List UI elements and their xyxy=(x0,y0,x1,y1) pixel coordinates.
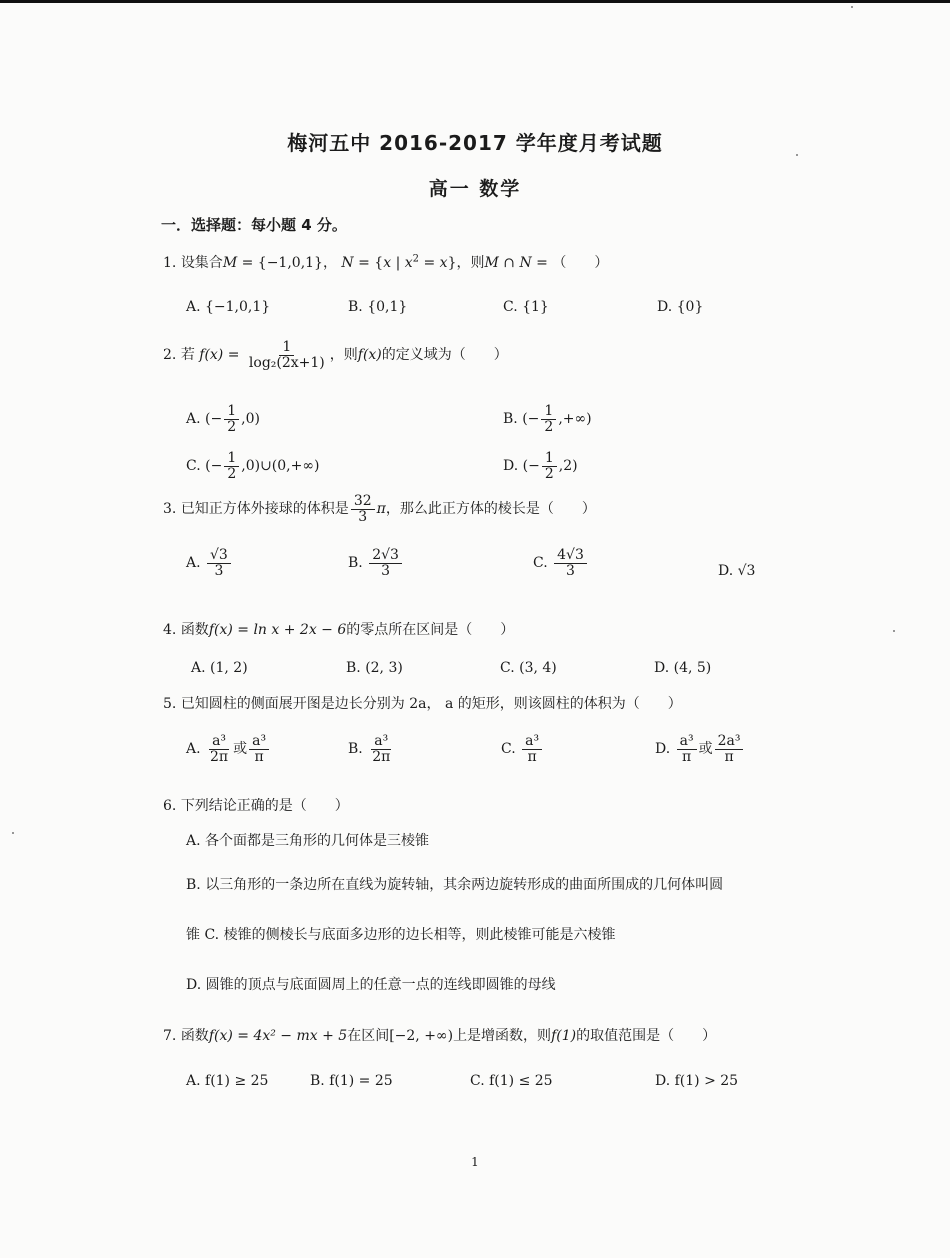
math-text: 或 xyxy=(698,741,713,758)
option-c: C. (3, 4) xyxy=(500,660,557,676)
fraction xyxy=(207,734,231,764)
option-a: A. 各个面都是三角形的几何体是三棱锥 xyxy=(186,833,430,849)
option-label: D. xyxy=(503,458,519,475)
question-text: 设集合 xyxy=(180,255,223,271)
question-text: 的定义域为（ ） xyxy=(381,347,508,364)
option-label: B. xyxy=(503,411,518,428)
question-3 xyxy=(163,494,596,524)
option-c: 锥 C. 棱锥的侧棱长与底面多边形的边长相等，则此棱锥可能是六棱锥 xyxy=(186,927,616,943)
option-d: D. 圆锥的顶点与底面圆周上的任意一点的连线即圆锥的母线 xyxy=(186,977,556,993)
page-number: 1 xyxy=(471,1155,479,1169)
math-text: (− xyxy=(205,411,223,428)
denominator: 2π xyxy=(372,748,391,765)
option-b xyxy=(503,404,592,434)
exam-subtitle: 高一 数学 xyxy=(428,178,522,200)
option-label: C. xyxy=(501,741,516,758)
option-c: C. f(1) ≤ 25 xyxy=(470,1073,553,1089)
denominator: π xyxy=(682,748,692,765)
option-label: A. xyxy=(186,411,201,428)
option-d: D. (4, 5) xyxy=(654,660,712,676)
fraction xyxy=(715,734,744,764)
fraction xyxy=(522,734,542,764)
numerator: 32 xyxy=(351,494,375,510)
option-c: C. {1} xyxy=(503,299,549,315)
option-b xyxy=(348,734,395,764)
math-var: M xyxy=(484,255,499,271)
denominator: 2π xyxy=(210,748,229,765)
math-expression: f(x) = xyxy=(199,347,240,364)
fraction xyxy=(246,340,328,370)
fraction xyxy=(224,404,239,434)
option-label: B. xyxy=(348,741,363,758)
question-5 xyxy=(163,693,682,713)
question-text: 已知圆柱的侧面展开图是边长分别为 2a， a 的矩形，则该圆柱的体积为（ ） xyxy=(180,696,682,712)
math-text: ,0)∪(0,+∞) xyxy=(241,458,320,475)
math-text: [−2, +∞) xyxy=(389,1028,454,1044)
fraction xyxy=(677,734,697,764)
denominator: log₂(2x+1) xyxy=(248,354,325,371)
math-text: = xyxy=(419,255,440,271)
question-number: 6. xyxy=(163,798,177,814)
numerator: a³ xyxy=(249,734,269,750)
question-1 xyxy=(163,252,608,272)
denominator: π xyxy=(254,748,264,765)
option-b xyxy=(348,548,404,578)
question-2 xyxy=(163,340,508,370)
numerator: a³ xyxy=(677,734,697,750)
question-4 xyxy=(163,619,514,639)
option-b: B. 以三角形的一条边所在直线为旋转轴，其余两边旋转形成的曲面所围成的几何体叫圆 xyxy=(186,877,724,893)
option-label: B. xyxy=(348,555,363,572)
question-number: 2. xyxy=(163,347,177,364)
denominator: 3 xyxy=(214,562,224,579)
math-text: }，则 xyxy=(447,255,485,271)
math-var: x xyxy=(404,255,413,271)
math-expression: f(x) = ln x + 2x − 6 xyxy=(208,622,347,638)
question-text: 的取值范围是（ ） xyxy=(576,1028,717,1044)
math-text: = { xyxy=(353,255,384,271)
math-text: (− xyxy=(522,411,540,428)
option-a: A. {−1,0,1} xyxy=(186,299,271,315)
math-text: ,+∞) xyxy=(558,411,592,428)
math-text: ,2) xyxy=(558,458,578,475)
question-text: 已知正方体外接球的体积是 xyxy=(180,501,349,518)
math-text: ∩ xyxy=(498,255,520,271)
option-c xyxy=(501,734,544,764)
math-text: 或 xyxy=(233,741,248,758)
fraction xyxy=(224,451,239,481)
option-label: A. xyxy=(186,741,201,758)
numerator: √3 xyxy=(207,548,231,564)
question-text: = （ ） xyxy=(531,255,609,271)
question-text: ，则 xyxy=(329,347,358,364)
scan-top-edge xyxy=(0,0,950,3)
scan-speck xyxy=(851,6,853,8)
fraction xyxy=(369,548,402,578)
numerator: 2√3 xyxy=(369,548,402,564)
question-number: 5. xyxy=(163,696,177,712)
math-text: (− xyxy=(522,458,540,475)
question-text: 若 xyxy=(180,347,195,364)
math-text: (− xyxy=(205,458,223,475)
option-a xyxy=(186,404,260,434)
question-text: 函数 xyxy=(180,622,209,638)
numerator: 1 xyxy=(224,404,239,420)
question-number: 4. xyxy=(163,622,177,638)
numerator: 2a³ xyxy=(715,734,744,750)
option-c xyxy=(533,548,589,578)
fraction xyxy=(351,494,375,524)
question-number: 7. xyxy=(163,1028,177,1044)
option-d: D. √3 xyxy=(718,563,756,579)
fraction xyxy=(249,734,269,764)
math-expression: f(x) xyxy=(357,347,382,364)
question-text: ，那么此正方体的棱长是（ ） xyxy=(385,501,596,518)
denominator: 3 xyxy=(358,508,368,525)
math-var: N xyxy=(519,255,532,271)
numerator: a³ xyxy=(522,734,542,750)
numerator: 1 xyxy=(541,404,556,420)
denominator: π xyxy=(527,748,537,765)
option-b: B. (2, 3) xyxy=(346,660,403,676)
question-text: 上是增函数，则 xyxy=(453,1028,552,1044)
scan-speck xyxy=(893,630,895,632)
option-a: A. (1, 2) xyxy=(191,660,248,676)
denominator: 3 xyxy=(566,562,575,579)
numerator: 1 xyxy=(224,451,239,467)
question-number: 3. xyxy=(163,501,177,518)
scan-speck xyxy=(12,832,14,834)
question-text: 的零点所在区间是（ ） xyxy=(346,622,515,638)
math-text: = {−1,0,1}， xyxy=(237,255,337,271)
option-c xyxy=(186,451,319,481)
denominator: 2 xyxy=(544,465,554,482)
math-var: M xyxy=(222,255,238,271)
math-var: π xyxy=(376,501,386,518)
question-number: 1. xyxy=(163,255,177,271)
math-var: N xyxy=(341,255,354,271)
option-b: B. {0,1} xyxy=(348,299,408,315)
math-var: x xyxy=(439,255,448,271)
denominator: 3 xyxy=(381,562,391,579)
option-d xyxy=(655,734,745,764)
option-d: D. {0} xyxy=(657,299,704,315)
question-7 xyxy=(163,1025,716,1045)
option-d xyxy=(503,451,578,481)
question-6 xyxy=(163,795,349,815)
denominator: 2 xyxy=(227,418,237,435)
question-text: 下列结论正确的是（ ） xyxy=(180,798,349,814)
math-exponent: 2 xyxy=(412,253,420,265)
fraction xyxy=(541,404,556,434)
math-text: | xyxy=(391,255,405,271)
option-label: D. xyxy=(655,741,671,758)
math-expression: f(x) = 4x² − mx + 5 xyxy=(208,1028,348,1044)
math-var: x xyxy=(383,255,392,271)
math-expression: f(1) xyxy=(551,1028,577,1044)
numerator: 1 xyxy=(542,451,557,467)
fraction xyxy=(542,451,557,481)
option-a xyxy=(186,734,271,764)
option-d: D. f(1) > 25 xyxy=(655,1073,739,1089)
fraction xyxy=(369,734,393,764)
option-label: A. xyxy=(186,555,201,572)
option-label: C. xyxy=(186,458,201,475)
option-b: B. f(1) = 25 xyxy=(310,1073,393,1089)
fraction xyxy=(207,548,231,578)
numerator: a³ xyxy=(209,734,229,750)
denominator: π xyxy=(724,748,734,765)
section-heading: 一．选择题：每小题 4 分。 xyxy=(161,216,347,234)
option-a: A. f(1) ≥ 25 xyxy=(186,1073,269,1089)
denominator: 2 xyxy=(227,465,237,482)
denominator: 2 xyxy=(544,418,554,435)
numerator: 1 xyxy=(279,340,294,356)
exam-title: 梅河五中 2016-2017 学年度月考试题 xyxy=(287,131,663,155)
option-label: C. xyxy=(533,555,548,572)
question-text: 函数 xyxy=(180,1028,209,1044)
question-text: 在区间 xyxy=(347,1028,390,1044)
numerator: 4√3 xyxy=(554,548,587,564)
fraction xyxy=(554,548,587,578)
numerator: a³ xyxy=(371,734,391,750)
math-text: ,0) xyxy=(241,411,260,428)
option-a xyxy=(186,548,233,578)
